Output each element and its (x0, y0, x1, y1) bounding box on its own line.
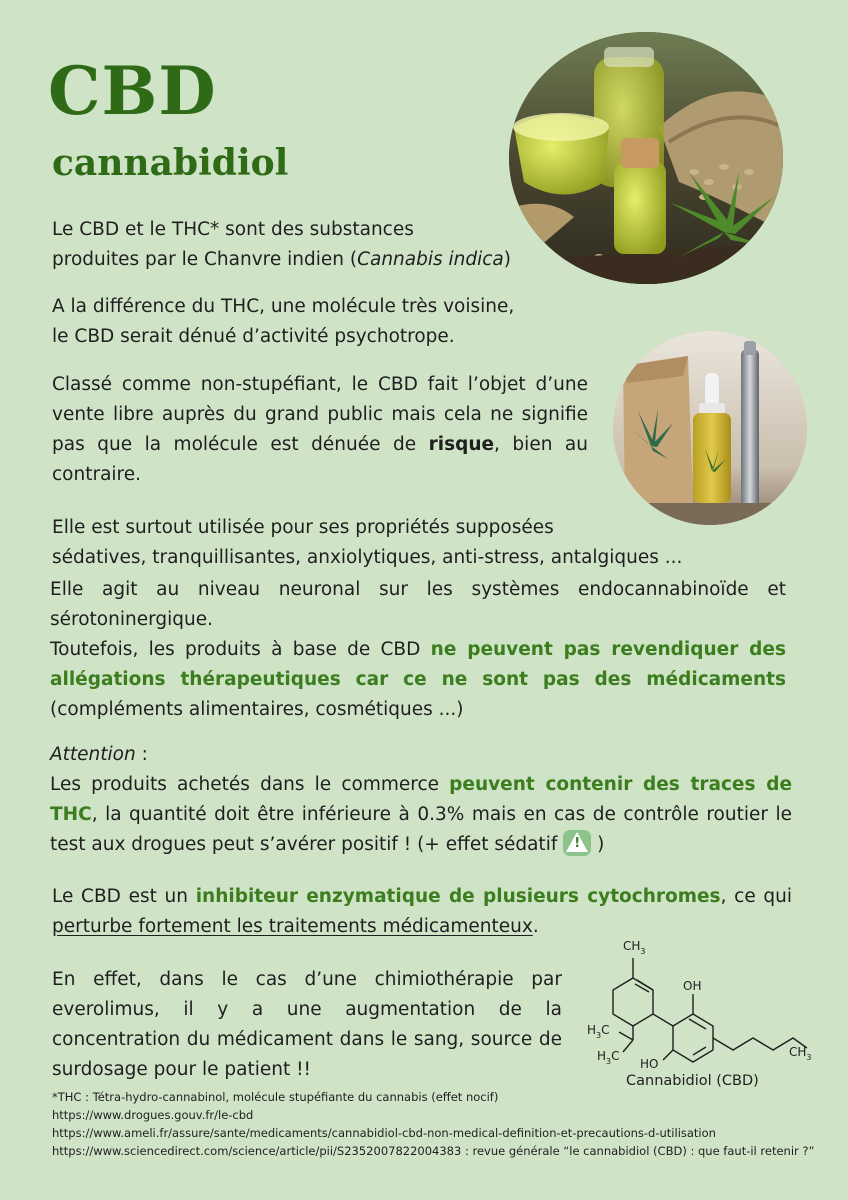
cytochrome-highlight: inhibiteur enzymatique de plusieurs cytochromes (195, 886, 721, 907)
dimethyl-label-a: $H_3C$ (587, 1023, 610, 1040)
intro-line-2: produites par le Chanvre indien ( (52, 249, 358, 270)
mechanism-paragraph (50, 575, 786, 725)
difference-line-2: le CBD serait dénué d’activité psychotrope. (52, 326, 455, 347)
attention-paragraph (50, 740, 792, 860)
thc-difference-paragraph (52, 292, 572, 352)
claims-text: Toutefois, les produits à base de CBD (50, 639, 431, 660)
source-link[interactable]: https://www.drogues.gouv.fr/le-cbd (52, 1108, 254, 1122)
uses-line-1: Elle est surtout utilisée pour ses propriétés supposées (52, 517, 554, 538)
methyl-label-top: $CH_3$ (623, 939, 646, 956)
hydroxyl-label-bottom: HO (640, 1057, 659, 1071)
thc-footnote: *THC : Tétra-hydro-cannabinol, molécule stupéfiante du cannabis (effet nocif) (52, 1090, 499, 1104)
cytochrome-text: Le CBD est un (52, 886, 196, 907)
cytochrome-text-2: , ce qui (720, 886, 792, 907)
mechanism-text: Elle agit au niveau neuronal sur les systèmes endocannabinoïde et sérotoninergique. (50, 579, 786, 630)
risk-word: risque (428, 434, 495, 455)
attention-text: Les produits achetés dans le commerce (50, 774, 450, 795)
attention-label: Attention (50, 744, 136, 765)
methyl-label-right: $CH_3$ (789, 1045, 812, 1062)
claims-highlight: ne peuvent pas revendiquer des allégations thérapeutiques car ce ne sont pas des médicaments (50, 639, 786, 690)
legal-text-end: , bien au contraire. (52, 434, 588, 485)
intro-paragraph (52, 215, 572, 275)
claims-text-end: (compléments alimentaires, cosmétiques ...) (50, 699, 464, 720)
everolimus-paragraph: En effet, dans le cas d’une chimiothérapie par everolimus, il y a une augmentation de la concentration du médicament dans le sang, source de surdosage pour le patient !! (52, 969, 562, 1080)
intro-line-2-end: ) (503, 249, 511, 270)
thc-traces-highlight: peuvent contenir des traces de THC (50, 774, 792, 825)
legal-text: Classé comme non-stupéfiant, le CBD fait l’objet d’une vente libre auprès du grand public mais cela ne signifie pas que la molécule est dénuée de (52, 374, 588, 455)
attention-text-2: , la quantité doit être inférieure à 0.3% mais en cas de contrôle routier le test aux drogues peut s’avérer positif ! (+ effet sédatif (50, 804, 792, 855)
source-link[interactable]: https://www.ameli.fr/assure/sante/medicaments/cannabidiol-cbd-non-medical-definition-et-precautions-d-utilisation (52, 1126, 716, 1140)
difference-line-1: A la différence du THC, une molécule très voisine, (52, 296, 515, 317)
page-title: CBD (48, 52, 217, 130)
legal-status-paragraph (52, 370, 588, 490)
dimethyl-label-b: $H_3C$ (597, 1049, 620, 1066)
page-subtitle: cannabidiol (52, 142, 289, 184)
species-name: Cannabis indica (357, 249, 504, 270)
footnotes (52, 1088, 832, 1160)
attention-text-end: ) (591, 834, 605, 855)
cytochrome-period: . (532, 916, 539, 937)
warning-icon: ! (563, 830, 591, 856)
intro-line-1: Le CBD et le THC* sont des substances (52, 219, 414, 240)
attention-colon: : (135, 744, 148, 765)
molecule-caption: Cannabidiol (CBD) (626, 1073, 759, 1089)
uses-paragraph (52, 513, 772, 573)
uses-line-2: sédatives, tranquillisantes, anxiolytiques, anti-stress, antalgiques ... (52, 547, 683, 568)
cbd-products-photo (613, 331, 807, 525)
source-link[interactable]: https://www.sciencedirect.com/science/article/pii/S2352007822004383 : revue générale “le cannabidiol (CBD) : que faut-il retenir ?” (52, 1144, 815, 1158)
cytochrome-line-1 (52, 882, 792, 912)
hydroxyl-label-top: OH (683, 979, 702, 993)
interaction-warning: perturbe fortement les traitements médicamenteux (52, 916, 533, 937)
cannabidiol-structure-diagram (585, 930, 825, 1080)
